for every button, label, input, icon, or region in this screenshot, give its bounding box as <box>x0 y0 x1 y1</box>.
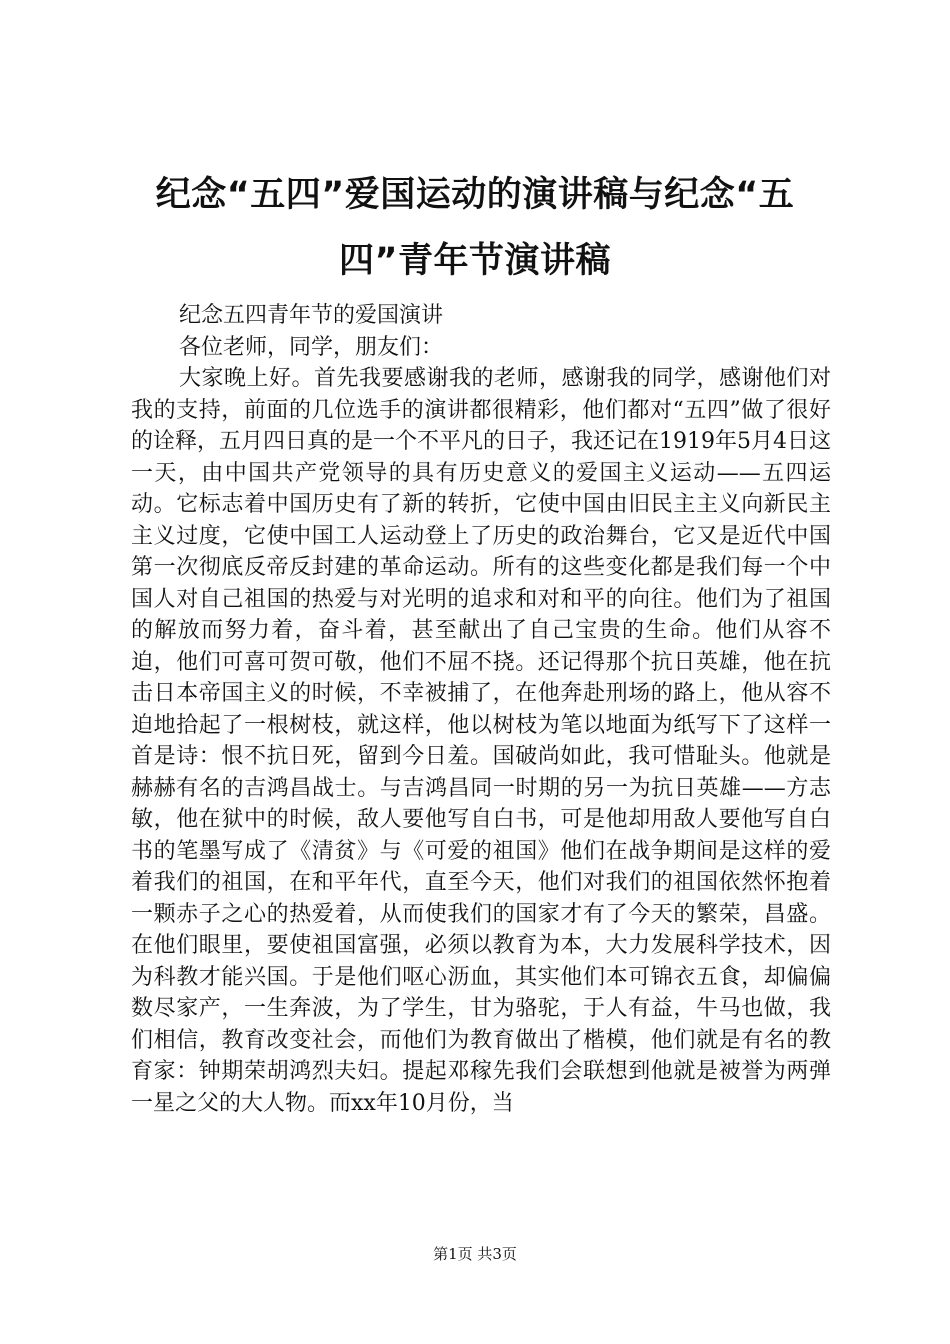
page-indicator: 第1页 共3页 <box>433 1245 517 1263</box>
subtitle-line: 纪念五四青年节的爱国演讲 <box>179 303 444 328</box>
salutation-line: 各位老师，同学，朋友们： <box>179 334 444 360</box>
body-paragraph: 大家晚上好。首先我要感谢我的老师，感谢我的同学，感谢他们对我的支持，前面的几位选手的演讲都很精彩，他们都对“五四”做了很好的诠释，五月四日真的是一个不平凡的日子，我还记在1919年5月4日这一天，由中国共产党领导的具有历史意义的爱国主义运动——五四运动。它标志着中国历史有了新的转折，它使中国由旧民主主义向新民主主义过度，它使中国工人运动登上了历史的政治舞台，它又是近代中国第一次彻底反帝反封建的革命运动。所有的这些变化都是我们每一个中国人对自己祖国的热爱与对光明的追求和对和平的向往。他们为了祖国的解放而努力着，奋斗着，甚至献出了自己宝贵的生命。他们从容不迫，他们可喜可贺可敬，他们不屈不挠。还记得那个抗日英雄，他在抗击日本帝国主义的时候，不幸被捕了，在他奔赴刑场的路上，他从容不迫地拾起了一根树枝，就这样，他以树枝为笔以地面为纸写下了这样一首是诗：恨不抗日死，留到今日羞。国破尚如此，我可惜耻头。他就是赫赫有名的吉鸿昌战士。与吉鸿昌同一时期的另一为抗日英雄——方志敏，他在狱中的时候，敌人要他写自白书，可是他却用敌人要他写自白书的笔墨写成了《清贫》与《可爱的祖国》他们在战争期间是这样的爱着我们的祖国，在和平年代，直至今天，他们对我们的祖国依然怀抱着一颗赤子之心的热爱着，从而使我们的国家才有了今天的繁荣，昌盛。在他们眼里，要使祖国富强，必须以教育为本，大力发展科学技术，因为科教才能兴国。于是他们呕心沥血，其实他们本可锦衣五食，却偏偏数尽家产，一生奔波，为了学生，甘为骆驼，于人有益，牛马也做，我们相信，教育改变社会，而他们为教育做出了楷模，他们就是有名的教育家：钟期荣胡鸿烈夫妇。提起邓稼先我们会联想到他就是被誉为两弹一星之父的大人物。而xx年10月份，当 <box>131 366 831 1116</box>
page-footer <box>0 1244 950 1264</box>
document-title: 纪念“五四”爱国运动的演讲稿与纪念“五四”青年节演讲稿 <box>155 175 795 281</box>
document-body <box>131 300 831 1119</box>
